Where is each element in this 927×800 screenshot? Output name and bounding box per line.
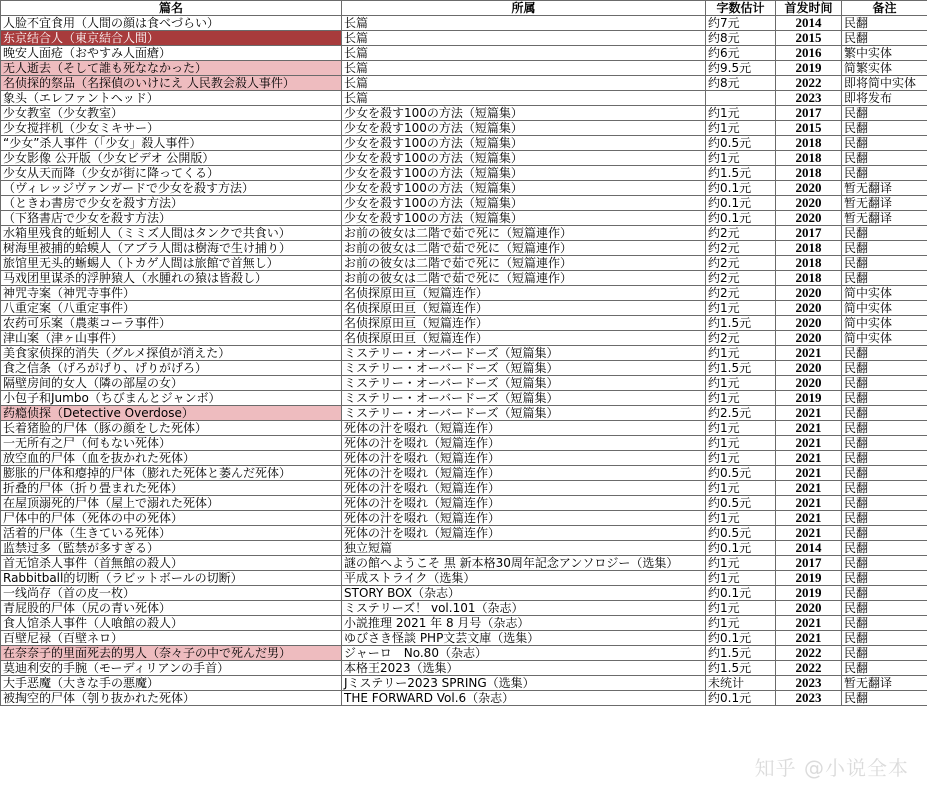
cell-title: 一线尚存（首の皮一枚） <box>1 586 342 601</box>
cell-title: 膨胀的尸体和瘪掉的尸体（膨れた死体と萎んだ死体） <box>1 466 342 481</box>
table-row <box>1 61 927 76</box>
cell-count: 约1元 <box>706 376 776 391</box>
table-row <box>1 481 927 496</box>
cell-note: 民翻 <box>842 241 927 256</box>
cell-source: 謎の館へようこそ 黒 新本格30周年記念アンソロジー（选集） <box>342 556 706 571</box>
cell-year: 2020 <box>776 301 842 316</box>
table-row <box>1 181 927 196</box>
cell-count: 约0.1元 <box>706 631 776 646</box>
table-row <box>1 436 927 451</box>
cell-title: “少女”杀人事件（「少女」殺人事件） <box>1 136 342 151</box>
table-row <box>1 16 927 31</box>
cell-note: 民翻 <box>842 361 927 376</box>
cell-source: THE FORWARD Vol.6（杂志） <box>342 691 706 706</box>
cell-title: （ときわ書房で少女を殺す方法） <box>1 196 342 211</box>
cell-count: 约2元 <box>706 286 776 301</box>
cell-source: Jミステリー2023 SPRING（选集） <box>342 676 706 691</box>
cell-count: 约2元 <box>706 226 776 241</box>
cell-note: 简中实体 <box>842 331 927 346</box>
cell-year: 2021 <box>776 496 842 511</box>
cell-note: 简中实体 <box>842 316 927 331</box>
table-row <box>1 646 927 661</box>
cell-count: 约1元 <box>706 451 776 466</box>
cell-year: 2021 <box>776 466 842 481</box>
cell-count: 约0.5元 <box>706 496 776 511</box>
cell-count: 约1元 <box>706 106 776 121</box>
cell-note: 暂无翻译 <box>842 181 927 196</box>
table-row <box>1 46 927 61</box>
header-title: 篇名 <box>1 1 342 16</box>
cell-note: 民翻 <box>842 106 927 121</box>
cell-source: 长篇 <box>342 46 706 61</box>
cell-source: ミステリー・オーバードーズ（短篇集） <box>342 391 706 406</box>
cell-source: 长篇 <box>342 91 706 106</box>
cell-year: 2017 <box>776 556 842 571</box>
cell-count: 约9.5元 <box>706 61 776 76</box>
table-row <box>1 286 927 301</box>
table-row <box>1 616 927 631</box>
cell-note: 民翻 <box>842 16 927 31</box>
cell-year: 2020 <box>776 376 842 391</box>
cell-source: お前の彼女は二階で茹で死に（短篇連作） <box>342 241 706 256</box>
cell-source: ミステリー・オーバードーズ（短篇集） <box>342 346 706 361</box>
table-row <box>1 691 927 706</box>
cell-title: 少女从天而降（少女が街に降ってくる） <box>1 166 342 181</box>
table-row <box>1 451 927 466</box>
table-row <box>1 106 927 121</box>
cell-year: 2023 <box>776 676 842 691</box>
cell-year: 2014 <box>776 541 842 556</box>
cell-count: 约0.5元 <box>706 136 776 151</box>
cell-title: 一无所有之尸（何もない死体） <box>1 436 342 451</box>
cell-count: 约1元 <box>706 121 776 136</box>
cell-source: 死体の汁を啜れ（短篇连作） <box>342 421 706 436</box>
cell-count: 约1元 <box>706 151 776 166</box>
cell-source: 长篇 <box>342 16 706 31</box>
table-row <box>1 601 927 616</box>
table-row <box>1 541 927 556</box>
table-row <box>1 256 927 271</box>
cell-source: 死体の汁を啜れ（短篇连作） <box>342 451 706 466</box>
table-row <box>1 391 927 406</box>
cell-count: 约0.1元 <box>706 181 776 196</box>
cell-note: 民翻 <box>842 691 927 706</box>
cell-title: 放空血的尸体（血を抜かれた死体） <box>1 451 342 466</box>
cell-year: 2020 <box>776 601 842 616</box>
cell-source: 平成ストライク（选集） <box>342 571 706 586</box>
cell-source: ミステリー・オーバードーズ（短篇集） <box>342 361 706 376</box>
cell-title: 小包子和Jumbo（ちびまんとジャンボ） <box>1 391 342 406</box>
cell-year: 2021 <box>776 406 842 421</box>
cell-year: 2021 <box>776 526 842 541</box>
cell-title: 人脸不宜食用（人間の顔は食べづらい） <box>1 16 342 31</box>
cell-title: 监禁过多（監禁が多すぎる） <box>1 541 342 556</box>
cell-count: 约1元 <box>706 391 776 406</box>
cell-count: 约0.5元 <box>706 466 776 481</box>
table-row <box>1 151 927 166</box>
table-row <box>1 166 927 181</box>
cell-count: 约1.5元 <box>706 316 776 331</box>
cell-title: 大手恶魔（大きな手の悪魔） <box>1 676 342 691</box>
cell-source: STORY BOX（杂志） <box>342 586 706 601</box>
cell-note: 民翻 <box>842 31 927 46</box>
cell-count: 约2元 <box>706 331 776 346</box>
cell-note: 简中实体 <box>842 301 927 316</box>
cell-count: 未统计 <box>706 676 776 691</box>
cell-year: 2018 <box>776 241 842 256</box>
cell-note: 民翻 <box>842 526 927 541</box>
cell-note: 民翻 <box>842 121 927 136</box>
cell-year: 2021 <box>776 436 842 451</box>
cell-source: 名侦探原田亘（短篇连作） <box>342 286 706 301</box>
cell-source: お前の彼女は二階で茹で死に（短篇連作） <box>342 226 706 241</box>
cell-note: 暂无翻译 <box>842 211 927 226</box>
cell-title: 树海里被捕的蛤蟆人（アブラ人間は樹海で生け捕り） <box>1 241 342 256</box>
cell-source: お前の彼女は二階で茹で死に（短篇連作） <box>342 256 706 271</box>
cell-source: 少女を殺す100の方法（短篇集） <box>342 136 706 151</box>
cell-note: 民翻 <box>842 496 927 511</box>
cell-title: 名侦探的祭品（名探偵のいけにえ 人民教会殺人事件） <box>1 76 342 91</box>
cell-count: 约1元 <box>706 511 776 526</box>
cell-year: 2019 <box>776 61 842 76</box>
cell-source: お前の彼女は二階で茹で死に（短篇連作） <box>342 271 706 286</box>
cell-note: 暂无翻译 <box>842 676 927 691</box>
cell-count: 约1元 <box>706 481 776 496</box>
cell-count: 约1.5元 <box>706 646 776 661</box>
cell-year: 2016 <box>776 46 842 61</box>
cell-title: 津山案（津ヶ山事件） <box>1 331 342 346</box>
cell-note: 民翻 <box>842 166 927 181</box>
table-row <box>1 466 927 481</box>
cell-source: 死体の汁を啜れ（短篇连作） <box>342 481 706 496</box>
cell-year: 2015 <box>776 121 842 136</box>
cell-note: 民翻 <box>842 586 927 601</box>
cell-year: 2021 <box>776 421 842 436</box>
cell-source: 少女を殺す100の方法（短篇集） <box>342 211 706 226</box>
table-row <box>1 526 927 541</box>
cell-source: ゆびさき怪談 PHP文芸文庫（选集） <box>342 631 706 646</box>
cell-year: 2021 <box>776 631 842 646</box>
cell-note: 民翻 <box>842 421 927 436</box>
table-row <box>1 631 927 646</box>
cell-source: 死体の汁を啜れ（短篇连作） <box>342 466 706 481</box>
table-row <box>1 301 927 316</box>
header-source: 所属 <box>342 1 706 16</box>
cell-note: 民翻 <box>842 451 927 466</box>
cell-count: 约0.5元 <box>706 526 776 541</box>
cell-count: 约0.1元 <box>706 196 776 211</box>
cell-title: 水箱里残食的蚯蚓人（ミミズ人間はタンクで共食い） <box>1 226 342 241</box>
watermark: 知乎 @小说全本 <box>754 756 909 780</box>
cell-source: ジャーロ No.80（杂志） <box>342 646 706 661</box>
cell-note: 民翻 <box>842 271 927 286</box>
cell-year: 2020 <box>776 211 842 226</box>
cell-count: 约7元 <box>706 16 776 31</box>
cell-title: 少女搅拌机（少女ミキサー） <box>1 121 342 136</box>
cell-title: （ヴィレッジヴァンガードで少女を殺す方法） <box>1 181 342 196</box>
cell-title: 药瘾侦探（Detective Overdose） <box>1 406 342 421</box>
table-row <box>1 121 927 136</box>
cell-title: 晚安人面疮（おやすみ人面瘡） <box>1 46 342 61</box>
cell-note: 民翻 <box>842 631 927 646</box>
cell-count: 约2元 <box>706 256 776 271</box>
cell-source: 名侦探原田亘（短篇连作） <box>342 331 706 346</box>
cell-title: 食之信条（げろがげり、げりがげろ） <box>1 361 342 376</box>
cell-year: 2018 <box>776 136 842 151</box>
cell-title: 美食家侦探的消失（グルメ探偵が消えた） <box>1 346 342 361</box>
cell-year: 2020 <box>776 361 842 376</box>
cell-year: 2022 <box>776 646 842 661</box>
cell-count: 约6元 <box>706 46 776 61</box>
cell-note: 民翻 <box>842 511 927 526</box>
cell-note: 民翻 <box>842 556 927 571</box>
cell-count: 约1元 <box>706 301 776 316</box>
table-row <box>1 241 927 256</box>
cell-count: 约8元 <box>706 76 776 91</box>
cell-year: 2023 <box>776 91 842 106</box>
cell-source: ミステリー・オーバードーズ（短篇集） <box>342 376 706 391</box>
cell-count: 约1元 <box>706 556 776 571</box>
cell-note: 民翻 <box>842 256 927 271</box>
cell-title: 神咒寺案（神咒寺事件） <box>1 286 342 301</box>
cell-year: 2021 <box>776 481 842 496</box>
cell-note: 民翻 <box>842 571 927 586</box>
table-row <box>1 676 927 691</box>
cell-title: （下狢書店で少女を殺す方法） <box>1 211 342 226</box>
table-row <box>1 91 927 106</box>
cell-note: 民翻 <box>842 436 927 451</box>
cell-year: 2018 <box>776 166 842 181</box>
cell-count: 约2元 <box>706 241 776 256</box>
table-row <box>1 196 927 211</box>
cell-title: 长着猪脸的尸体（豚の顔をした死体） <box>1 421 342 436</box>
cell-year: 2015 <box>776 31 842 46</box>
cell-source: 少女を殺す100の方法（短篇集） <box>342 121 706 136</box>
table-row <box>1 211 927 226</box>
cell-source: 长篇 <box>342 76 706 91</box>
cell-source: 名侦探原田亘（短篇连作） <box>342 301 706 316</box>
cell-title: 少女影像 公开版（少女ビデオ 公開版） <box>1 151 342 166</box>
cell-title: 隔壁房间的女人（隣の部屋の女） <box>1 376 342 391</box>
cell-year: 2019 <box>776 391 842 406</box>
cell-count: 约1.5元 <box>706 361 776 376</box>
cell-title: 百壁尼禄（百壁ネロ） <box>1 631 342 646</box>
cell-count: 约1.5元 <box>706 661 776 676</box>
table-row <box>1 571 927 586</box>
cell-source: 死体の汁を啜れ（短篇连作） <box>342 436 706 451</box>
table-row <box>1 31 927 46</box>
cell-year: 2017 <box>776 106 842 121</box>
cell-year: 2020 <box>776 316 842 331</box>
header-count: 字数估计 <box>706 1 776 16</box>
cell-source: 长篇 <box>342 31 706 46</box>
cell-year: 2023 <box>776 691 842 706</box>
cell-year: 2020 <box>776 331 842 346</box>
header-row <box>1 1 927 16</box>
cell-title: 在屋顶溺死的尸体（屋上で溺れた死体） <box>1 496 342 511</box>
cell-note: 暂无翻译 <box>842 196 927 211</box>
cell-title: 青屁股的尸体（尻の青い死体） <box>1 601 342 616</box>
table-row <box>1 316 927 331</box>
cell-year: 2021 <box>776 616 842 631</box>
cell-year: 2021 <box>776 451 842 466</box>
cell-title: Rabbitball的切断（ラビットボールの切断） <box>1 571 342 586</box>
cell-title: 旅馆里无头的蜥蜴人（トカゲ人間は旅館で首無し） <box>1 256 342 271</box>
table-row <box>1 376 927 391</box>
cell-note: 民翻 <box>842 616 927 631</box>
cell-count: 约2元 <box>706 271 776 286</box>
cell-source: 少女を殺す100の方法（短篇集） <box>342 166 706 181</box>
cell-source: ミステリー・オーバードーズ（短篇集） <box>342 406 706 421</box>
cell-title: 八重定案（八重定事件） <box>1 301 342 316</box>
cell-year: 2021 <box>776 511 842 526</box>
cell-title: 马戏团里谋杀的浮肿猿人（水腫れの猿は皆殺し） <box>1 271 342 286</box>
table-row <box>1 511 927 526</box>
cell-year: 2022 <box>776 76 842 91</box>
cell-count: 约2.5元 <box>706 406 776 421</box>
cell-note: 民翻 <box>842 601 927 616</box>
cell-year: 2018 <box>776 151 842 166</box>
cell-count: 约1.5元 <box>706 166 776 181</box>
cell-year: 2014 <box>776 16 842 31</box>
cell-note: 简中实体 <box>842 286 927 301</box>
cell-count: 约0.1元 <box>706 541 776 556</box>
table-row <box>1 406 927 421</box>
table-body <box>1 16 927 706</box>
cell-note: 民翻 <box>842 661 927 676</box>
cell-count: 约0.1元 <box>706 691 776 706</box>
cell-note: 民翻 <box>842 346 927 361</box>
cell-year: 2018 <box>776 271 842 286</box>
cell-note: 民翻 <box>842 391 927 406</box>
cell-count: 约1元 <box>706 421 776 436</box>
cell-count: 约1元 <box>706 616 776 631</box>
table-row <box>1 346 927 361</box>
cell-source: 独立短篇 <box>342 541 706 556</box>
cell-count: 约8元 <box>706 31 776 46</box>
cell-count: 约1元 <box>706 571 776 586</box>
cell-note: 民翻 <box>842 406 927 421</box>
cell-note: 民翻 <box>842 646 927 661</box>
cell-title: 尸体中的尸体（死体の中の死体） <box>1 511 342 526</box>
cell-count: 约0.1元 <box>706 586 776 601</box>
cell-note: 即将发布 <box>842 91 927 106</box>
cell-note: 民翻 <box>842 226 927 241</box>
cell-title: 东京结合人（東京結合人間） <box>1 31 342 46</box>
cell-count: 约0.1元 <box>706 211 776 226</box>
cell-year: 2020 <box>776 196 842 211</box>
cell-count: 约1元 <box>706 601 776 616</box>
cell-source: 长篇 <box>342 61 706 76</box>
cell-title: 象头（エレファントヘッド） <box>1 91 342 106</box>
table-row <box>1 226 927 241</box>
cell-source: 死体の汁を啜れ（短篇连作） <box>342 526 706 541</box>
cell-count <box>706 91 776 106</box>
cell-year: 2017 <box>776 226 842 241</box>
cell-title: 被掏空的尸体（刳り抜かれた死体） <box>1 691 342 706</box>
cell-count: 约1元 <box>706 346 776 361</box>
cell-note: 民翻 <box>842 466 927 481</box>
cell-source: 少女を殺す100の方法（短篇集） <box>342 151 706 166</box>
cell-title: 折叠的尸体（折り畳まれた死体） <box>1 481 342 496</box>
table-row <box>1 586 927 601</box>
cell-note: 繁中实体 <box>842 46 927 61</box>
table-row <box>1 331 927 346</box>
cell-note: 即将简中实体 <box>842 76 927 91</box>
table-row <box>1 76 927 91</box>
cell-source: ミステリーズ！ vol.101（杂志） <box>342 601 706 616</box>
cell-note: 民翻 <box>842 136 927 151</box>
cell-title: 少女教室（少女教室） <box>1 106 342 121</box>
cell-note: 民翻 <box>842 481 927 496</box>
cell-note: 民翻 <box>842 151 927 166</box>
header-year: 首发时间 <box>776 1 842 16</box>
cell-title: 农药可乐案（農薬コーラ事件） <box>1 316 342 331</box>
table-row <box>1 421 927 436</box>
cell-title: 在奈奈子的里面死去的男人（奈々子の中で死んだ男） <box>1 646 342 661</box>
cell-year: 2019 <box>776 571 842 586</box>
table-row <box>1 556 927 571</box>
cell-note: 民翻 <box>842 376 927 391</box>
cell-source: 小説推理 2021 年 8 月号（杂志） <box>342 616 706 631</box>
cell-year: 2019 <box>776 586 842 601</box>
cell-source: 少女を殺す100の方法（短篇集） <box>342 106 706 121</box>
cell-source: 少女を殺す100の方法（短篇集） <box>342 196 706 211</box>
cell-source: 死体の汁を啜れ（短篇连作） <box>342 511 706 526</box>
cell-year: 2022 <box>776 661 842 676</box>
cell-year: 2020 <box>776 181 842 196</box>
cell-source: 名侦探原田亘（短篇连作） <box>342 316 706 331</box>
cell-title: 活着的尸体（生きている死体） <box>1 526 342 541</box>
table-row <box>1 271 927 286</box>
cell-note: 民翻 <box>842 541 927 556</box>
cell-year: 2018 <box>776 256 842 271</box>
cell-title: 无人逝去（そして誰も死ななかった） <box>1 61 342 76</box>
cell-note: 简繁实体 <box>842 61 927 76</box>
table-row <box>1 496 927 511</box>
table-row <box>1 361 927 376</box>
cell-year: 2020 <box>776 286 842 301</box>
cell-source: 本格王2023（选集） <box>342 661 706 676</box>
table-row <box>1 661 927 676</box>
cell-title: 莫迪利安的手腕（モーディリアンの手首） <box>1 661 342 676</box>
cell-source: 少女を殺す100の方法（短篇集） <box>342 181 706 196</box>
cell-title: 首无馆杀人事件（首無館の殺人） <box>1 556 342 571</box>
table-row <box>1 136 927 151</box>
cell-title: 食人馆杀人事件（人喰館の殺人） <box>1 616 342 631</box>
cell-source: 死体の汁を啜れ（短篇连作） <box>342 496 706 511</box>
header-note: 备注 <box>842 1 927 16</box>
cell-count: 约1元 <box>706 436 776 451</box>
cell-year: 2021 <box>776 346 842 361</box>
